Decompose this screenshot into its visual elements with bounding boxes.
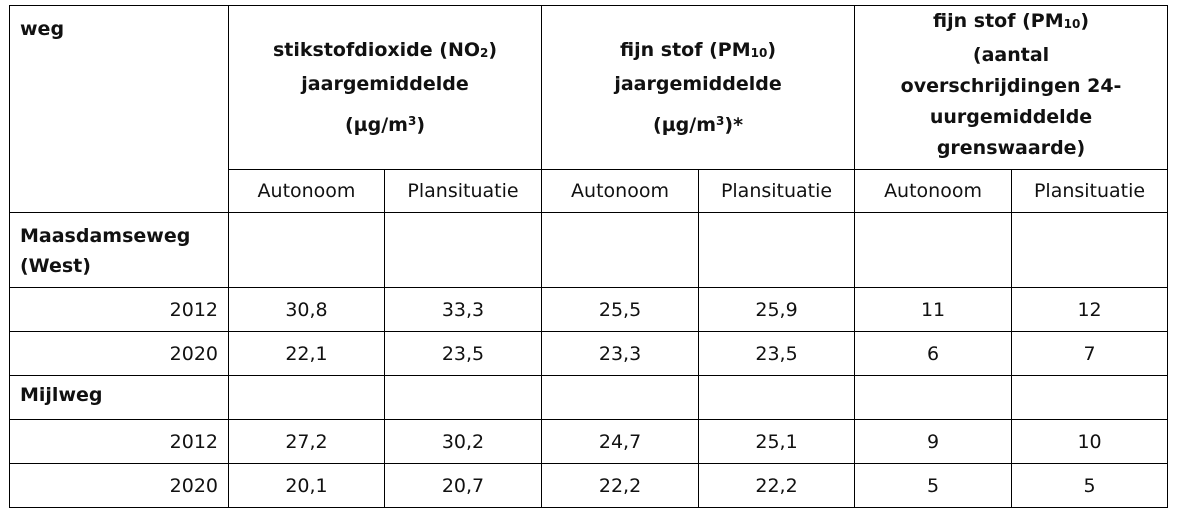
value-cell: 30,2 <box>385 420 542 464</box>
value-cell: 20,7 <box>385 464 542 508</box>
year-cell: 2020 <box>10 464 229 508</box>
header-no2-line1: stikstofdioxide $(NO_2)$ <box>272 38 498 61</box>
header-pm10-exc-line4: uurgemiddelde <box>929 106 1093 128</box>
empty-cell <box>542 213 699 288</box>
header-weg <box>10 6 229 213</box>
value-cell: 33,3 <box>385 288 542 332</box>
table-header-row <box>10 6 1168 170</box>
header-pm10-avg-line3: $(\mu g/m^3)*$ <box>653 113 744 136</box>
header-no2-line3: $(\mu g/m^3)$ <box>344 113 426 136</box>
year-cell: 2020 <box>10 332 229 376</box>
value-cell: 25,5 <box>542 288 699 332</box>
empty-cell <box>229 213 385 288</box>
header-pm10-avg-line1: fijn stof $(PM_{10})$ <box>620 38 777 61</box>
value-cell: 5 <box>855 464 1012 508</box>
subheader-pm10-exc-autonoom: Autonoom <box>855 170 1012 213</box>
value-cell: 22,2 <box>699 464 855 508</box>
subheader-no2-plansituatie: Plansituatie <box>385 170 542 213</box>
subheader-pm10-exc-plansituatie: Plansituatie <box>1012 170 1168 213</box>
value-cell: 20,1 <box>229 464 385 508</box>
empty-cell <box>699 213 855 288</box>
value-cell: 27,2 <box>229 420 385 464</box>
air-quality-table <box>9 5 1168 508</box>
header-pm10-exceedances <box>855 6 1168 170</box>
value-cell: 23,3 <box>542 332 699 376</box>
header-pm10-avg-line2: jaargemiddelde <box>614 72 782 95</box>
value-cell: 7 <box>1012 332 1168 376</box>
value-cell: 25,9 <box>699 288 855 332</box>
subheader-pm10-avg-plansituatie: Plansituatie <box>699 170 855 213</box>
road-name-line1: Maasdamseweg <box>20 225 191 247</box>
value-cell: 22,2 <box>542 464 699 508</box>
empty-cell <box>699 376 855 420</box>
header-no2 <box>229 6 542 170</box>
value-cell: 25,1 <box>699 420 855 464</box>
value-cell: 6 <box>855 332 1012 376</box>
subheader-pm10-avg-autonoom: Autonoom <box>542 170 699 213</box>
empty-cell <box>385 213 542 288</box>
table-row <box>10 420 1168 464</box>
empty-cell <box>855 376 1012 420</box>
empty-cell <box>1012 376 1168 420</box>
road-name-line2: (West) <box>20 255 91 277</box>
value-cell: 12 <box>1012 288 1168 332</box>
road-name <box>10 213 229 288</box>
empty-cell <box>855 213 1012 288</box>
header-pm10-exc-line3: overschrijdingen 24- <box>900 75 1122 97</box>
table-row <box>10 332 1168 376</box>
value-cell: 10 <box>1012 420 1168 464</box>
road-row-mijlweg <box>10 376 1168 420</box>
road-row-maasdamseweg <box>10 213 1168 288</box>
empty-cell <box>385 376 542 420</box>
table-row <box>10 288 1168 332</box>
empty-cell <box>1012 213 1168 288</box>
header-pm10-exc-line2: (aantal <box>972 44 1050 66</box>
empty-cell <box>229 376 385 420</box>
header-pm10-exc-line1: fijn stof $(PM_{10})$ <box>933 10 1090 32</box>
value-cell: 30,8 <box>229 288 385 332</box>
road-name <box>10 376 229 420</box>
header-pm10-exc-line5: grenswaarde) <box>936 137 1086 159</box>
header-weg-label: weg <box>20 18 65 40</box>
header-no2-line2: jaargemiddelde <box>301 72 469 95</box>
value-cell: 22,1 <box>229 332 385 376</box>
empty-cell <box>542 376 699 420</box>
value-cell: 9 <box>855 420 1012 464</box>
value-cell: 5 <box>1012 464 1168 508</box>
value-cell: 23,5 <box>699 332 855 376</box>
table-row <box>10 464 1168 508</box>
header-pm10-avg <box>542 6 855 170</box>
value-cell: 24,7 <box>542 420 699 464</box>
subheader-no2-autonoom: Autonoom <box>229 170 385 213</box>
value-cell: 23,5 <box>385 332 542 376</box>
value-cell: 11 <box>855 288 1012 332</box>
road-name-line1: Mijlweg <box>20 384 103 406</box>
year-cell: 2012 <box>10 420 229 464</box>
year-cell: 2012 <box>10 288 229 332</box>
